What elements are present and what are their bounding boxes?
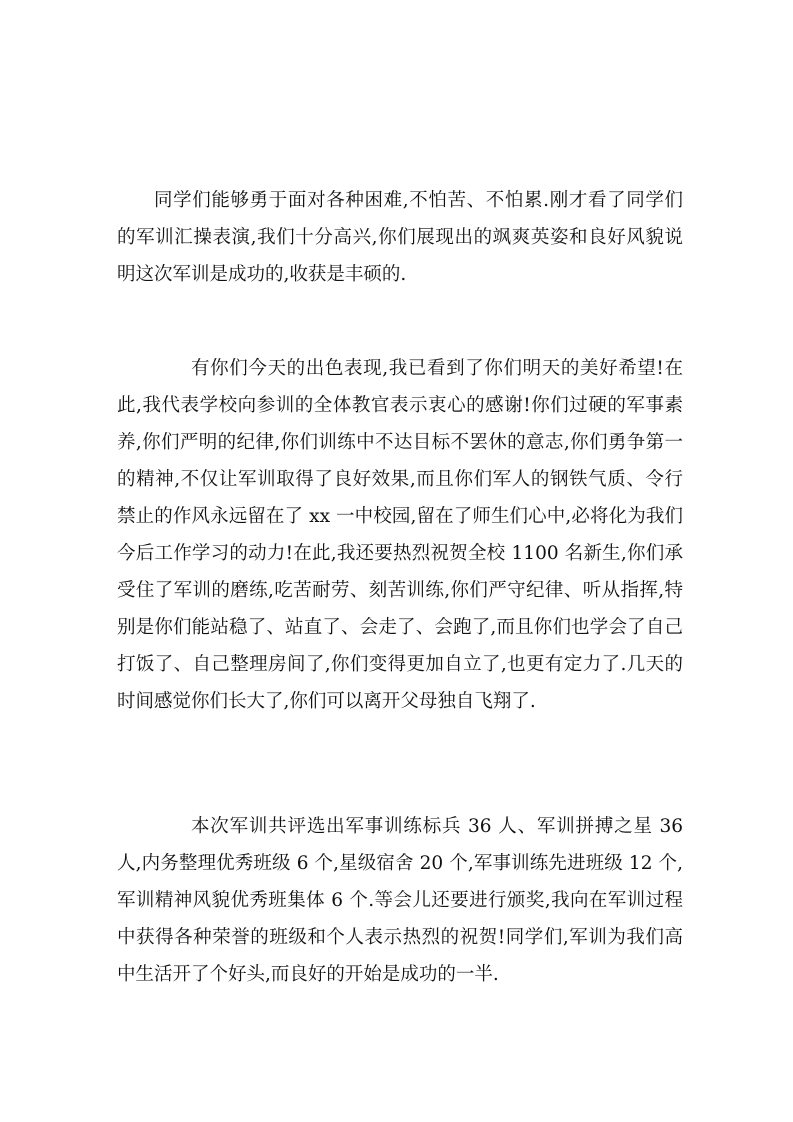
paragraph-2: 有你们今天的出色表现,我已看到了你们明天的美好希望!在此,我代表学校向参训的全体教官表示衷心的感谢!你们过硬的军事素养,你们严明的纪律,你们训练中不达目标不罢休的意志,你们勇争第一的精神,不仅让军训取得了良好效果,而且你们军人的钢铁气质、令行禁止的作风永远留在了 xx 一中校园,留在了师生们心中,必将化为我们今后工作学习的动力!在此,我还要热烈祝贺全校 1100 名新生,你们承受住了军训的磨练,吃苦耐劳、刻苦训练,你们严守纪律、听从指挥,特别是你们能站稳了、站直了、会走了、会跑了,而且你们也学会了自己打饭了、自己整理房间了,你们变得更加自立了,也更有定力了.几天的时间感觉你们长大了,你们可以离开父母独自飞翔了. <box>117 358 683 712</box>
paragraph-3: 本次军训共评选出军事训练标兵 36 人、军训拼搏之星 36 人,内务整理优秀班级 6 个,星级宿舍 20 个,军事训练先进班级 12 个,军训精神风貌优秀班集体 6 个.等会儿还要进行颁奖,我向在军训过程中获得各种荣誉的班级和个人表示热烈的祝贺!同学们,军训为我们高中生活开了个好头,而良好的开始是成功的一半. <box>117 816 683 985</box>
paragraph-1: 同学们能够勇于面对各种困难,不怕苦、不怕累.刚才看了同学们的军训汇操表演,我们十分高兴,你们展现出的飒爽英姿和良好风貌说明这次军训是成功的,收获是丰硕的. <box>117 190 683 285</box>
